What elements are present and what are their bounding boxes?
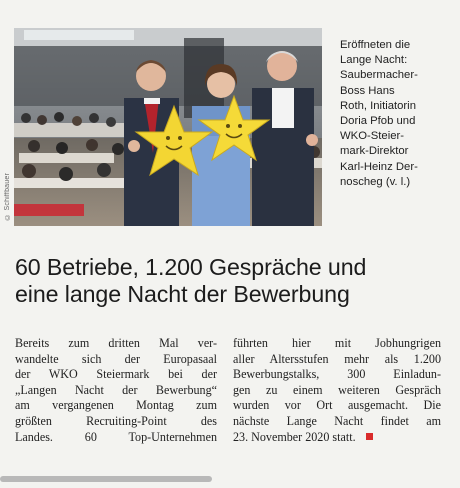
horizontal-scrollbar[interactable]: [0, 476, 212, 482]
headline-line: 60 Betriebe, 1.200 Gespräche und: [15, 254, 367, 280]
caption-line: WKO-Steier-: [340, 130, 405, 143]
caption-line: Lange Nacht:: [340, 54, 408, 67]
body-line: „Langen Nacht der Bewerbung“: [15, 382, 217, 397]
article-photo: [14, 28, 322, 226]
body-line: größten Recruiting-Point des: [15, 413, 217, 428]
headline-line: eine lange Nacht der Bewerbung: [15, 281, 350, 307]
body-line: der WKO Steiermark bei der: [15, 367, 217, 382]
caption-line: Eröffneten die: [340, 39, 411, 51]
body-line: Bewerbungstalks, 300 Einladun-: [233, 367, 441, 382]
body-line-last: [233, 430, 441, 446]
body-line: am vergangenen Montag zum: [15, 398, 217, 413]
body-line: gen zu einem weiteren Gespräch: [233, 382, 441, 397]
caption-line: mark-Direktor: [340, 145, 409, 158]
caption-line: noscheg (v. l.): [340, 175, 411, 188]
body-line: führten hier mit Jobhungrigen: [233, 336, 441, 350]
caption-line: Karl-Heinz Der-: [340, 160, 418, 173]
body-column-right: [233, 336, 441, 445]
caption-line: Saubermacher-: [340, 69, 418, 82]
body-line: aller Altersstufen mehr als 1.200: [233, 351, 441, 366]
end-of-article-marker: [366, 433, 373, 440]
body-line: Landes. 60 Top-Unternehmen: [15, 429, 217, 444]
body-line-text: 23. November 2020 statt.: [233, 429, 356, 444]
event-photo-illustration: [14, 28, 322, 226]
caption-line: Roth, Initiatorin: [340, 99, 416, 112]
caption-line: Doria Pfob und: [340, 115, 416, 128]
body-line: Bereits zum dritten Mal ver-: [15, 336, 217, 350]
photo-credit: © Schiffbauer: [3, 173, 11, 220]
body-line: nächste Lange Nacht findet am: [233, 413, 441, 428]
body-line: wurden vor Ort ausgemacht. Die: [233, 398, 441, 413]
caption-line: Boss Hans: [340, 84, 395, 97]
body-column-left: [15, 336, 217, 445]
article-headline: [15, 254, 455, 308]
body-line: wandelte sich der Europasaal: [15, 351, 217, 366]
photo-caption: [340, 38, 452, 190]
